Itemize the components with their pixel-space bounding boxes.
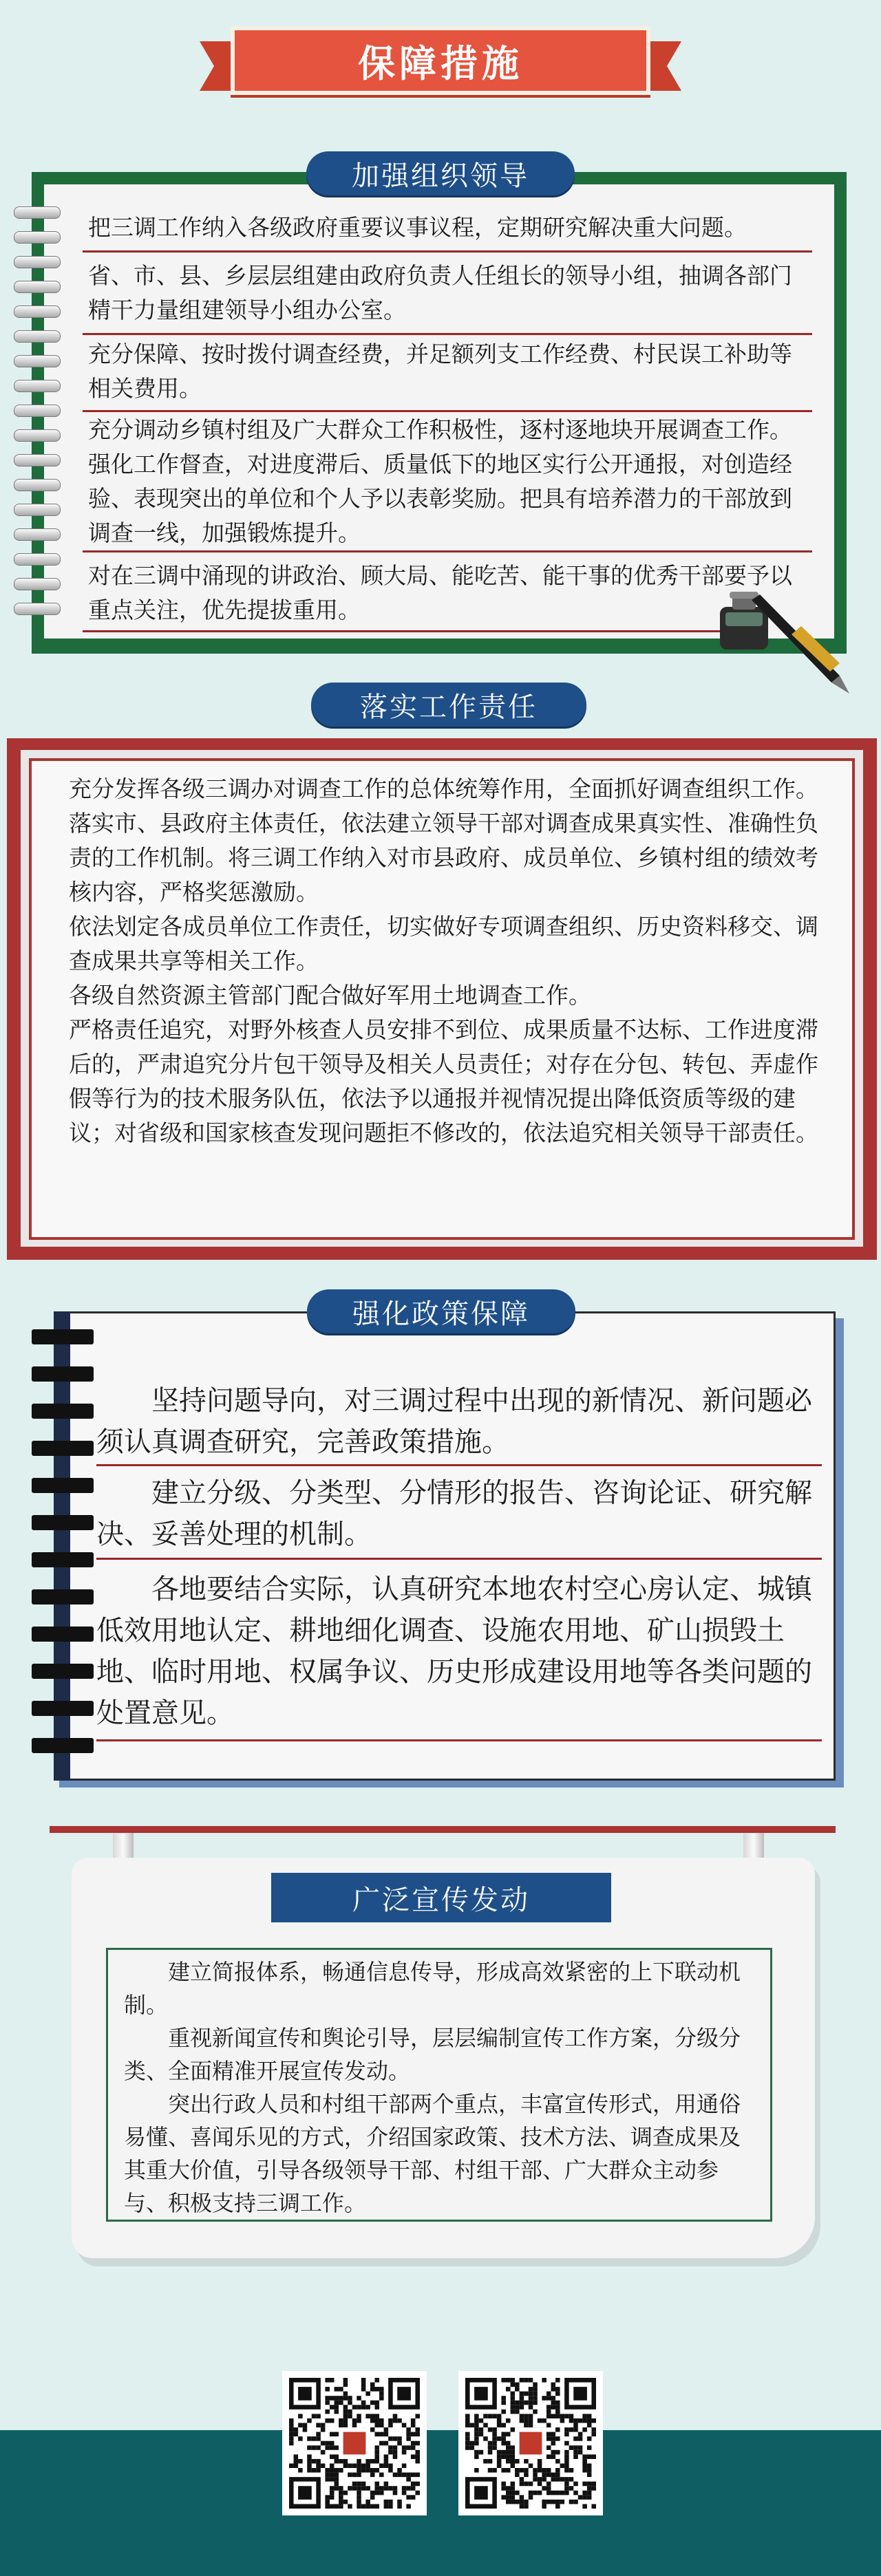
section-4-paragraph: 建立简报体系，畅通信息传导，形成高效紧密的上下联动机制。: [124, 1959, 741, 2018]
section-3-body: [96, 1380, 819, 1463]
binder-tab: [32, 1404, 94, 1419]
section-1-body: [88, 413, 804, 550]
section-3-heading: [307, 1289, 575, 1333]
section-1-body: [88, 211, 804, 245]
spiral-ring: [14, 528, 61, 541]
spiral-ring: [14, 578, 61, 590]
binder-tab: [32, 1664, 94, 1679]
qr-code-icon[interactable]: [458, 2371, 603, 2515]
section-2-paragraph: 严格责任追究，对野外核查人员安排不到位、成果质量不达标、工作进度滞后的，严肃追究分片包干领导及相关人员责任；对存在分包、转包、弄虚作假等行为的技术服务队伍，依法予以通报并视情况提出降低资质等级的建议；对省级和国家核查发现问题拒不修改的，依法追究相关领导干部责任。: [69, 1016, 818, 1146]
spiral-ring: [14, 454, 61, 466]
spiral-ring: [14, 553, 61, 566]
section-3-paragraph: 建立分级、分类型、分情形的报告、咨询论证、研究解决、妥善处理的机制。: [96, 1477, 812, 1550]
spiral-ring: [14, 305, 61, 318]
spiral-ring: [14, 256, 61, 268]
spiral-ring: [14, 206, 61, 219]
section-1-body: [88, 259, 804, 328]
section-1-body: [88, 559, 804, 627]
divider: [83, 550, 812, 552]
section-1-paragraph: 把三调工作纳入各级政府重要议事议程，定期研究解决重大问题。: [88, 214, 747, 241]
spiral-ring: [14, 603, 61, 615]
divider: [96, 1464, 822, 1466]
section-2-paragraph: 各级自然资源主管部门配合做好军用土地调查工作。: [69, 982, 591, 1009]
spiral-ring: [14, 355, 61, 367]
qr-code-left: [289, 2378, 420, 2509]
spiral-ring: [14, 504, 61, 516]
spiral-ring: [14, 405, 61, 417]
binder-tab: [32, 1441, 94, 1456]
banner-body: [231, 26, 650, 95]
section-3-paragraph: 坚持问题导向，对三调过程中出现的新情况、新问题必须认真调查研究，完善政策措施。: [96, 1385, 812, 1458]
divider: [83, 410, 812, 412]
section-4-body: [124, 1955, 757, 2220]
spiral-ring: [14, 231, 61, 244]
binder-tab: [32, 1738, 94, 1753]
qr-code-icon[interactable]: [282, 2371, 427, 2515]
section-1-paragraph: 省、市、县、乡层层组建由政府负责人任组长的领导小组，抽调各部门精干力量组建领导小组办公室。: [88, 262, 792, 323]
section-2-paragraph: 落实市、县政府主体责任，依法建立领导干部对调查成果真实性、准确性负责的工作机制。将三调工作纳入对市县政府、成员单位、乡镇村组的绩效考核内容，严格奖惩激励。: [69, 810, 818, 905]
section-2-body: [69, 772, 819, 1150]
section-1-paragraph: 充分保障、按时拨付调查经费，并足额列支工作经费、村民误工补助等相关费用。: [88, 341, 792, 402]
divider: [83, 250, 812, 253]
divider: [83, 333, 812, 335]
binder-tab: [32, 1552, 94, 1567]
qr-code-right: [465, 2378, 596, 2509]
section-2-heading-text: 落实工作责任: [360, 691, 538, 723]
section-3-body: [96, 1569, 819, 1734]
section-3-heading-text: 强化政策保障: [352, 1298, 530, 1330]
section-4-paragraph: 重视新闻宣传和舆论引导，层层编制宣传工作方案，分级分类、全面精准开展宣传发动。: [124, 2025, 741, 2084]
section-3-paragraph: 各地要结合实际，认真研究本地农村空心房认定、城镇低效用地认定、耕地细化调查、设施农用地、矿山损毁土地、临时用地、权属争议、历史形成建设用地等各类问题的处置意见。: [96, 1574, 812, 1729]
section-4-heading: [271, 1873, 611, 1922]
divider: [83, 630, 730, 632]
page-title: 保障措施: [358, 41, 523, 85]
section-2-paragraph: 充分发挥各级三调办对调查工作的总体统筹作用，全面抓好调查组织工作。: [69, 775, 818, 802]
title-banner: [200, 26, 681, 103]
binder-tab: [32, 1329, 94, 1344]
section-1-body: [88, 337, 804, 406]
binder-tab: [32, 1515, 94, 1530]
binder-tab: [32, 1701, 94, 1716]
section-1-heading: [306, 151, 575, 195]
section-1-paragraph: 充分调动乡镇村组及广大群众工作积极性，逐村逐地块开展调查工作。强化工作督查，对进度滞后、质量低下的地区实行公开通报，对创造经验、表现突出的单位和个人予以表彰奖励。把具有培养潜力的干部放到调查一线，加强锻炼提升。: [88, 416, 792, 546]
spiral-ring: [14, 479, 61, 491]
ink-bottle-pen-icon: [709, 586, 853, 696]
divider: [96, 1739, 822, 1741]
spiral-ring: [14, 380, 61, 392]
spiral-ring: [14, 281, 61, 293]
section-4-paragraph: 突出行政人员和村组干部两个重点，丰富宣传形式，用通俗易懂、喜闻乐见的方式，介绍国家政策、技术方法、调查成果及其重大价值，引导各级领导干部、村组干部、广大群众主动参与、积极支持三调工作。: [124, 2091, 741, 2216]
section-2-paragraph: 依法划定各成员单位工作责任，切实做好专项调查组织、历史资料移交、调查成果共享等相关工作。: [69, 913, 818, 974]
divider: [96, 1558, 822, 1560]
binder-tab: [32, 1589, 94, 1604]
spiral-ring: [14, 429, 61, 442]
binder-tab: [32, 1627, 94, 1642]
section-2-heading: [311, 683, 586, 727]
section-1-paragraph: 对在三调中涌现的讲政治、顾大局、能吃苦、能干事的优秀干部要予以重点关注，优先提拔重用。: [88, 562, 792, 623]
section-1-heading-text: 加强组织领导: [352, 160, 529, 192]
binder-tab: [32, 1478, 94, 1493]
section-3-body: [96, 1472, 819, 1555]
spiral-ring: [14, 330, 61, 343]
section-4-heading-text: 广泛宣传发动: [352, 1884, 530, 1916]
binder-tab: [32, 1366, 94, 1382]
footer-band: [0, 2430, 881, 2576]
hanging-rod: [50, 1826, 836, 1833]
